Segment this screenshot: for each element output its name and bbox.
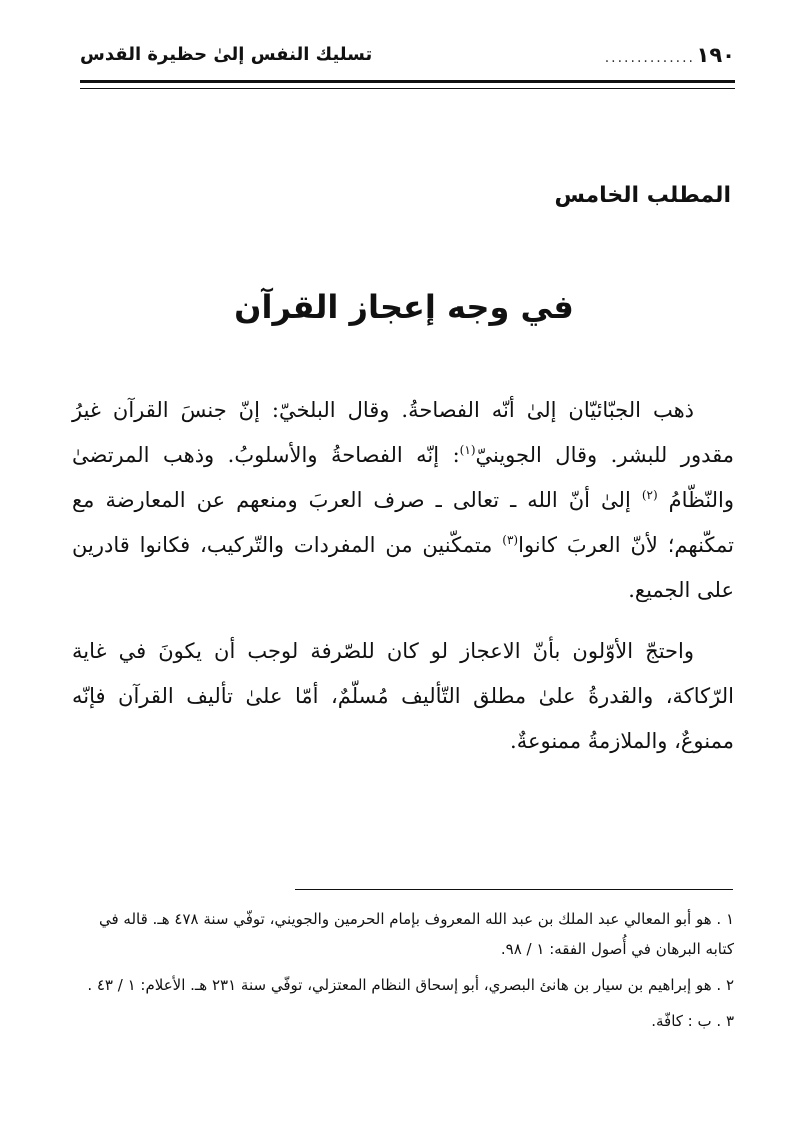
paragraph-1 bbox=[72, 388, 734, 613]
paragraph-1-part-b: : إنّه الفصاحةُ والأسلوبُ. وذهب المرتضىٰ والنّظّامُ bbox=[72, 443, 735, 512]
chapter-title: في وجه إعجاز القرآن bbox=[234, 288, 574, 326]
section-label: المطلب الخامس bbox=[554, 183, 731, 208]
footnotes bbox=[72, 904, 734, 1042]
page-number: ١٩٠ bbox=[696, 43, 735, 67]
footnote-ref-3[interactable]: (٣) bbox=[502, 533, 519, 547]
header-rule-thin bbox=[80, 88, 735, 89]
footnote-ref-2[interactable]: (٢) bbox=[641, 488, 658, 502]
running-title: تسليك النفس إلىٰ حظيرة القدس bbox=[80, 44, 373, 65]
paragraph-2: واحتجّ الأوّلون بأنّ الاعجاز لو كان للصّرفة لوجب أن يكونَ في غاية الرّكاكة، والقدرةُ علىٰ مطلق التّأليف مُسلّمٌ، أمّا علىٰ تأليف القرآن فإنّه ممنوعٌ، والملازمةُ ممنوعةٌ. bbox=[72, 639, 734, 753]
footnote-1: ١ . هو أبو المعالي عبد الملك بن عبد الله المعروف بإمام الحرمين والجويني، توفّي سنة ٤٧٨ هـ. قاله في كتابه البرهان في أُصول الفقه: ١ / ٩٨. bbox=[98, 910, 734, 958]
page-header bbox=[80, 40, 735, 80]
paragraph-1-part-a: ذهب الجبّائيّان إلىٰ أنّه الفصاحةُ. وقال البلخيّ: إنّ جنسَ القرآن غيرُ مقدور للبشر. وقال الجوينيّ bbox=[72, 398, 734, 467]
footnote-3: ٣ . ب : كافّة. bbox=[651, 1012, 734, 1030]
body-text bbox=[72, 388, 734, 780]
paragraph-1-part-c: إلىٰ أنّ الله ـ تعالى ـ صرف العربَ ومنعهم عن المعارضة مع تمكّنهم؛ لأنّ العربَ كانوا bbox=[72, 488, 734, 557]
header-rule-thick bbox=[80, 80, 735, 83]
footnote-ref-1[interactable]: (١) bbox=[459, 443, 476, 457]
header-leader-dots: .............. bbox=[604, 50, 695, 66]
footnote-2: ٢ . هو إبراهيم بن سيار بن هانئ البصري، أبو إسحاق النظام المعتزلي، توفّي سنة ٢٣١ هـ. الأعلام: ١ / ٤٣ . bbox=[87, 976, 734, 994]
paragraph-1-part-d: متمكّنين من المفردات والتّركيب، فكانوا قادرين على الجميع. bbox=[72, 533, 734, 602]
footnote-separator bbox=[295, 889, 733, 890]
